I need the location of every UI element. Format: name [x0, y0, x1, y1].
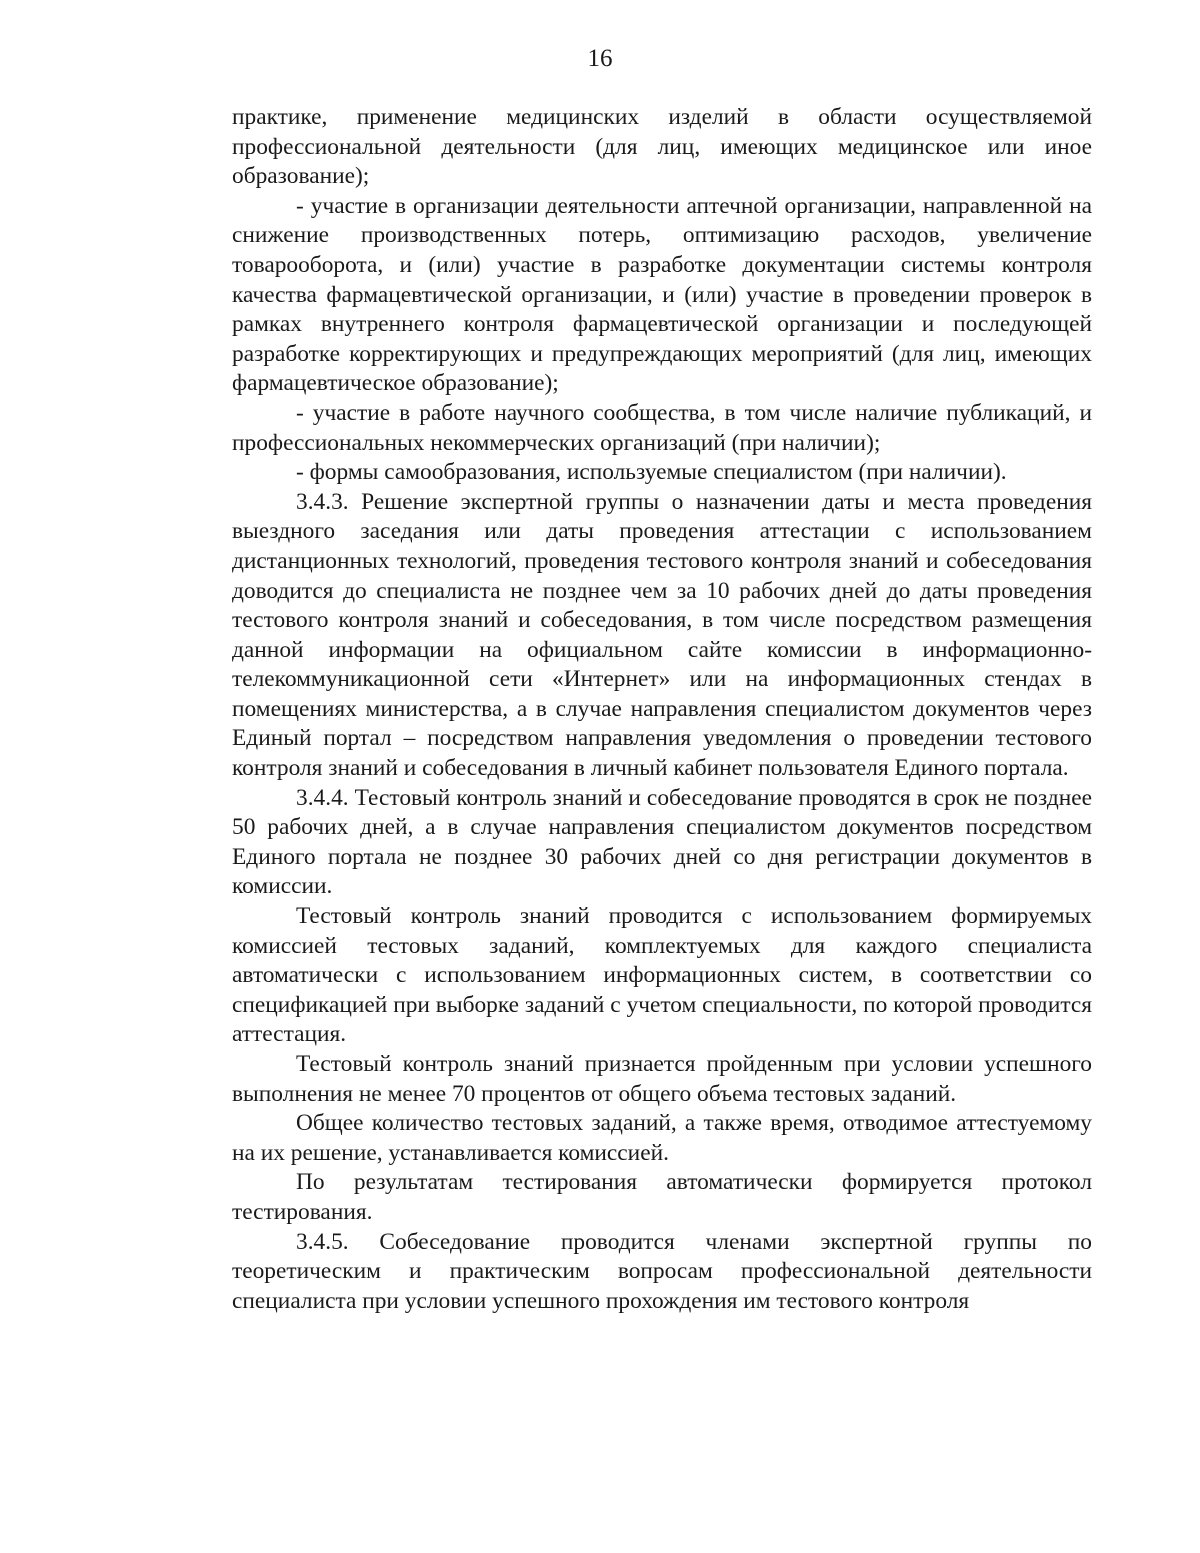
- paragraph-self-education: - формы самообразования, используемые специалистом (при наличии).: [296, 459, 1007, 486]
- paragraph-3-4-4: 3.4.4. Тестовый контроль знаний и собеседование проводятся в срок не позднее 50 рабочих дней, а в случае направления специалистом документов посредством Единого портала не позднее 30 рабочих дней со дня регистрации документов в комиссии.: [232, 784, 1092, 900]
- page-number: 16: [587, 45, 613, 72]
- paragraph-test-count: Общее количество тестовых заданий, а также время, отводимое аттестуемому на их решение, устанавливается комиссией.: [232, 1110, 1092, 1166]
- document-body: [232, 103, 1092, 1316]
- paragraph-scientific-community: - участие в работе научного сообщества, в том числе наличие публикаций, и профессиональных некоммерческих организаций (при наличии);: [232, 399, 1092, 456]
- paragraph-test-tasks: Тестовый контроль знаний проводится с использованием формируемых комиссией тестовых заданий, комплектуемых для каждого специалиста автоматически с использованием информационных систем, в соответствии со спецификацией при выборке заданий с учетом специальности, по которой проводится аттестация.: [232, 903, 1092, 1048]
- paragraph-continuation: практике, применение медицинских изделий в области осуществляемой профессиональной деятельности (для лиц, имеющих медицинское или иное образование);: [232, 104, 1092, 190]
- paragraph-3-4-5: 3.4.5. Собеседование проводится членами экспертной группы по теоретическим и практическим вопросам профессиональной деятельности специалиста при условии успешного прохождения им тестового контроля: [232, 1228, 1092, 1314]
- paragraph-3-4-3: 3.4.3. Решение экспертной группы о назначении даты и места проведения выездного заседания или даты проведения аттестации с использованием дистанционных технологий, проведения тестового контроля знаний и собеседования доводится до специалиста не позднее чем за 10 рабочих дней до даты проведения тестового контроля знаний и собеседования, в том числе посредством размещения данной информации на официальном сайте комиссии в информационно-телекоммуникационной сети «Интернет» или на информационных стендах в помещениях министерства, а в случае направления специалистом документов через Единый портал – посредством направления уведомления о проведении тестового контроля знаний и собеседования в личный кабинет пользователя Единого портала.: [232, 488, 1092, 782]
- paragraph-pharmacy-participation: - участие в организации деятельности аптечной организации, направленной на снижение производственных потерь, оптимизацию расходов, увеличение товарооборота, и (или) участие в разработке документации системы контроля качества фармацевтической организации, и (или) участие в проведении проверок в рамках внутреннего контроля фармацевтической организации и последующей разработке корректирующих и предупреждающих мероприятий (для лиц, имеющих фармацевтическое образование);: [232, 192, 1092, 397]
- paragraph-test-protocol: По результатам тестирования автоматически формируется протокол тестирования.: [232, 1169, 1092, 1225]
- paragraph-test-passed: Тестовый контроль знаний признается пройденным при условии успешного выполнения не менее 70 процентов от общего объема тестовых заданий.: [232, 1051, 1092, 1107]
